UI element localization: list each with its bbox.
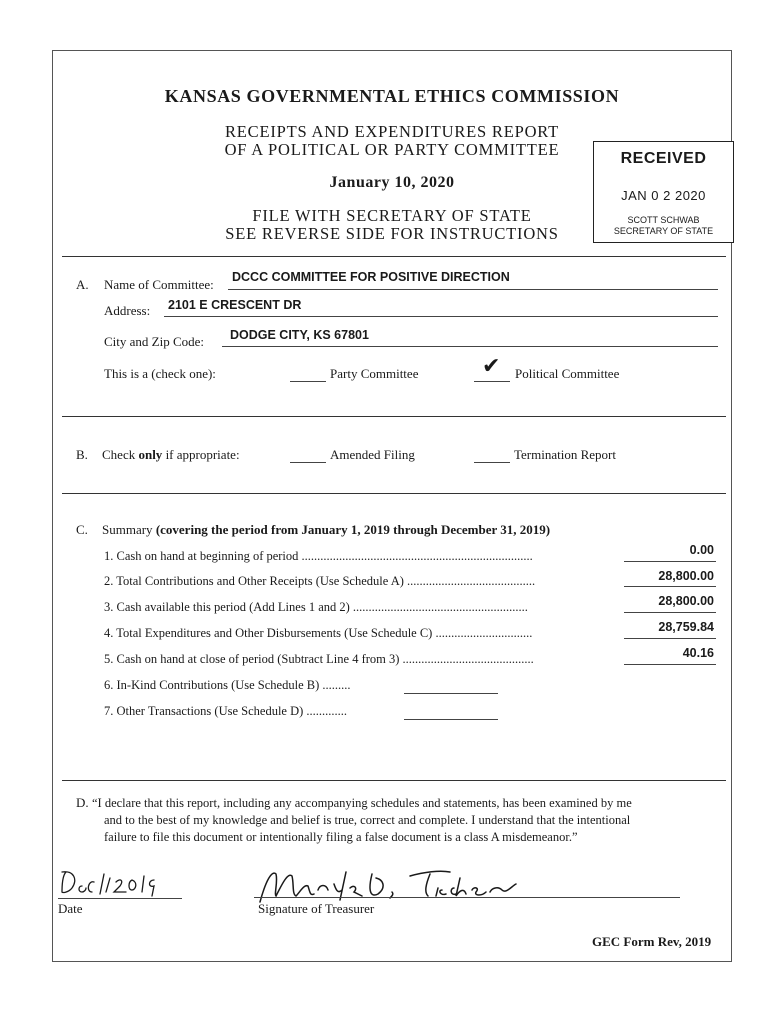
city-zip-line — [222, 346, 718, 347]
stamp-date: JAN 0 2 2020 — [621, 188, 706, 203]
form-revision: GEC Form Rev, 2019 — [592, 934, 712, 949]
signature-line — [254, 897, 680, 898]
committee-name-value: DCCC COMMITTEE FOR POSITIVE DIRECTION — [232, 270, 510, 284]
summary-line-3-rule — [624, 612, 716, 613]
declaration-line1: “I declare that this report, including any accompanying schedules and statements, has been examined by me — [92, 796, 632, 810]
summary-period: (covering the period from January 1, 2019 through December 31, 2019) — [155, 522, 551, 537]
agency-title: KANSAS GOVERNMENTAL ETHICS COMMISSION — [164, 86, 620, 106]
section-d-letter: D. — [76, 795, 89, 810]
summary-line-7-blank — [404, 719, 498, 720]
summary-line-4: 4. Total Expenditures and Other Disbursements (Use Schedule C) ............................... — [104, 626, 533, 640]
summary-line-2-value: 28,800.00 — [658, 569, 714, 583]
termination-report-label: Termination Report — [514, 447, 616, 462]
party-committee-label: Party Committee — [330, 366, 419, 381]
summary-line-1: 1. Cash on hand at beginning of period .......................................................................... — [104, 549, 533, 563]
summary-line-7-text: 7. Other Transactions (Use Schedule D) — [104, 704, 304, 718]
section-b-letter: B. — [76, 447, 88, 462]
signature-label: Signature of Treasurer — [258, 901, 375, 916]
amended-filing-blank — [290, 462, 326, 463]
committee-name-label: Name of Committee: — [104, 277, 214, 292]
address-label: Address: — [104, 303, 151, 318]
summary-line-6-text: 6. In-Kind Contributions (Use Schedule B) — [104, 678, 320, 692]
summary-line-6: 6. In-Kind Contributions (Use Schedule B) ......... — [104, 678, 351, 692]
party-committee-blank — [290, 381, 326, 382]
address-value: 2101 E CRESCENT DR — [168, 298, 302, 312]
summary-line-4-rule — [624, 638, 716, 639]
received-stamp — [593, 141, 734, 243]
date-label: Date — [58, 901, 83, 916]
summary-line-5-text: 5. Cash on hand at close of period (Subtract Line 4 from 3) — [104, 652, 400, 666]
summary-line-2: 2. Total Contributions and Other Receipts (Use Schedule A) ......................................... — [104, 574, 536, 588]
address-line — [164, 316, 718, 317]
summary-line-2-text: 2. Total Contributions and Other Receipts (Use Schedule A) — [104, 574, 404, 588]
summary-line-1-rule — [624, 561, 716, 562]
city-zip-label: City and Zip Code: — [104, 334, 205, 349]
summary-line-6-blank — [404, 693, 498, 694]
stamp-office: SECRETARY OF STATE — [613, 226, 714, 236]
report-title-line1: RECEIPTS AND EXPENDITURES REPORT — [224, 122, 559, 141]
report-title-line2: OF A POLITICAL OR PARTY COMMITTEE — [224, 140, 560, 159]
date-line — [58, 898, 182, 899]
summary-line-3-text: 3. Cash available this period (Add Lines 1 and 2) — [104, 600, 350, 614]
summary-label: Summary — [102, 522, 156, 537]
city-zip-value: DODGE CITY, KS 67801 — [230, 328, 369, 342]
summary-line-5-rule — [624, 664, 716, 665]
instruction-line1: FILE WITH SECRETARY OF STATE — [252, 206, 532, 225]
check-label-only: only — [138, 447, 163, 462]
section-c-letter: C. — [76, 522, 88, 537]
political-committee-checkmark: ✔ — [482, 354, 501, 379]
summary-line-7: 7. Other Transactions (Use Schedule D) ............. — [104, 704, 348, 718]
divider-a — [62, 256, 726, 257]
summary-line-3: 3. Cash available this period (Add Lines 1 and 2) ........................................................ — [104, 600, 528, 614]
political-committee-blank — [474, 381, 510, 382]
check-label-suffix: if appropriate: — [162, 447, 240, 462]
summary-heading — [102, 522, 550, 538]
check-label-prefix: Check — [102, 447, 139, 462]
committee-name-line — [228, 289, 718, 290]
stamp-title: RECEIVED — [620, 150, 707, 167]
stamp-name: SCOTT SCHWAB — [627, 215, 700, 225]
amended-filing-label: Amended Filing — [330, 447, 415, 462]
summary-line-5-value: 40.16 — [682, 646, 714, 660]
committee-type-label: This is a (check one): — [104, 366, 216, 381]
summary-line-1-text: 1. Cash on hand at beginning of period — [104, 549, 299, 563]
check-appropriate-label — [102, 447, 240, 463]
section-a-letter: A. — [76, 277, 89, 292]
political-committee-label: Political Committee — [515, 366, 620, 381]
report-date: January 10, 2020 — [329, 174, 455, 191]
summary-line-2-rule — [624, 586, 716, 587]
summary-line-3-value: 28,800.00 — [658, 594, 714, 608]
instruction-line2: SEE REVERSE SIDE FOR INSTRUCTIONS — [225, 224, 559, 243]
summary-line-4-value: 28,759.84 — [658, 620, 714, 634]
declaration-line3: failure to file this document or intentionally filing a false document is a class A misdemeanor.” — [104, 830, 578, 844]
stamp-official — [594, 215, 733, 237]
summary-line-1-value: 0.00 — [689, 543, 714, 557]
declaration-line2: and to the best of my knowledge and belief is true, correct and complete. I understand that the intentional — [104, 813, 631, 827]
divider-c — [62, 493, 726, 494]
termination-report-blank — [474, 462, 510, 463]
summary-line-4-text: 4. Total Expenditures and Other Disbursements (Use Schedule C) — [104, 626, 433, 640]
divider-b — [62, 416, 726, 417]
divider-d — [62, 780, 726, 781]
handwritten-date — [58, 868, 178, 898]
summary-line-5: 5. Cash on hand at close of period (Subtract Line 4 from 3) .......................................... — [104, 652, 534, 666]
